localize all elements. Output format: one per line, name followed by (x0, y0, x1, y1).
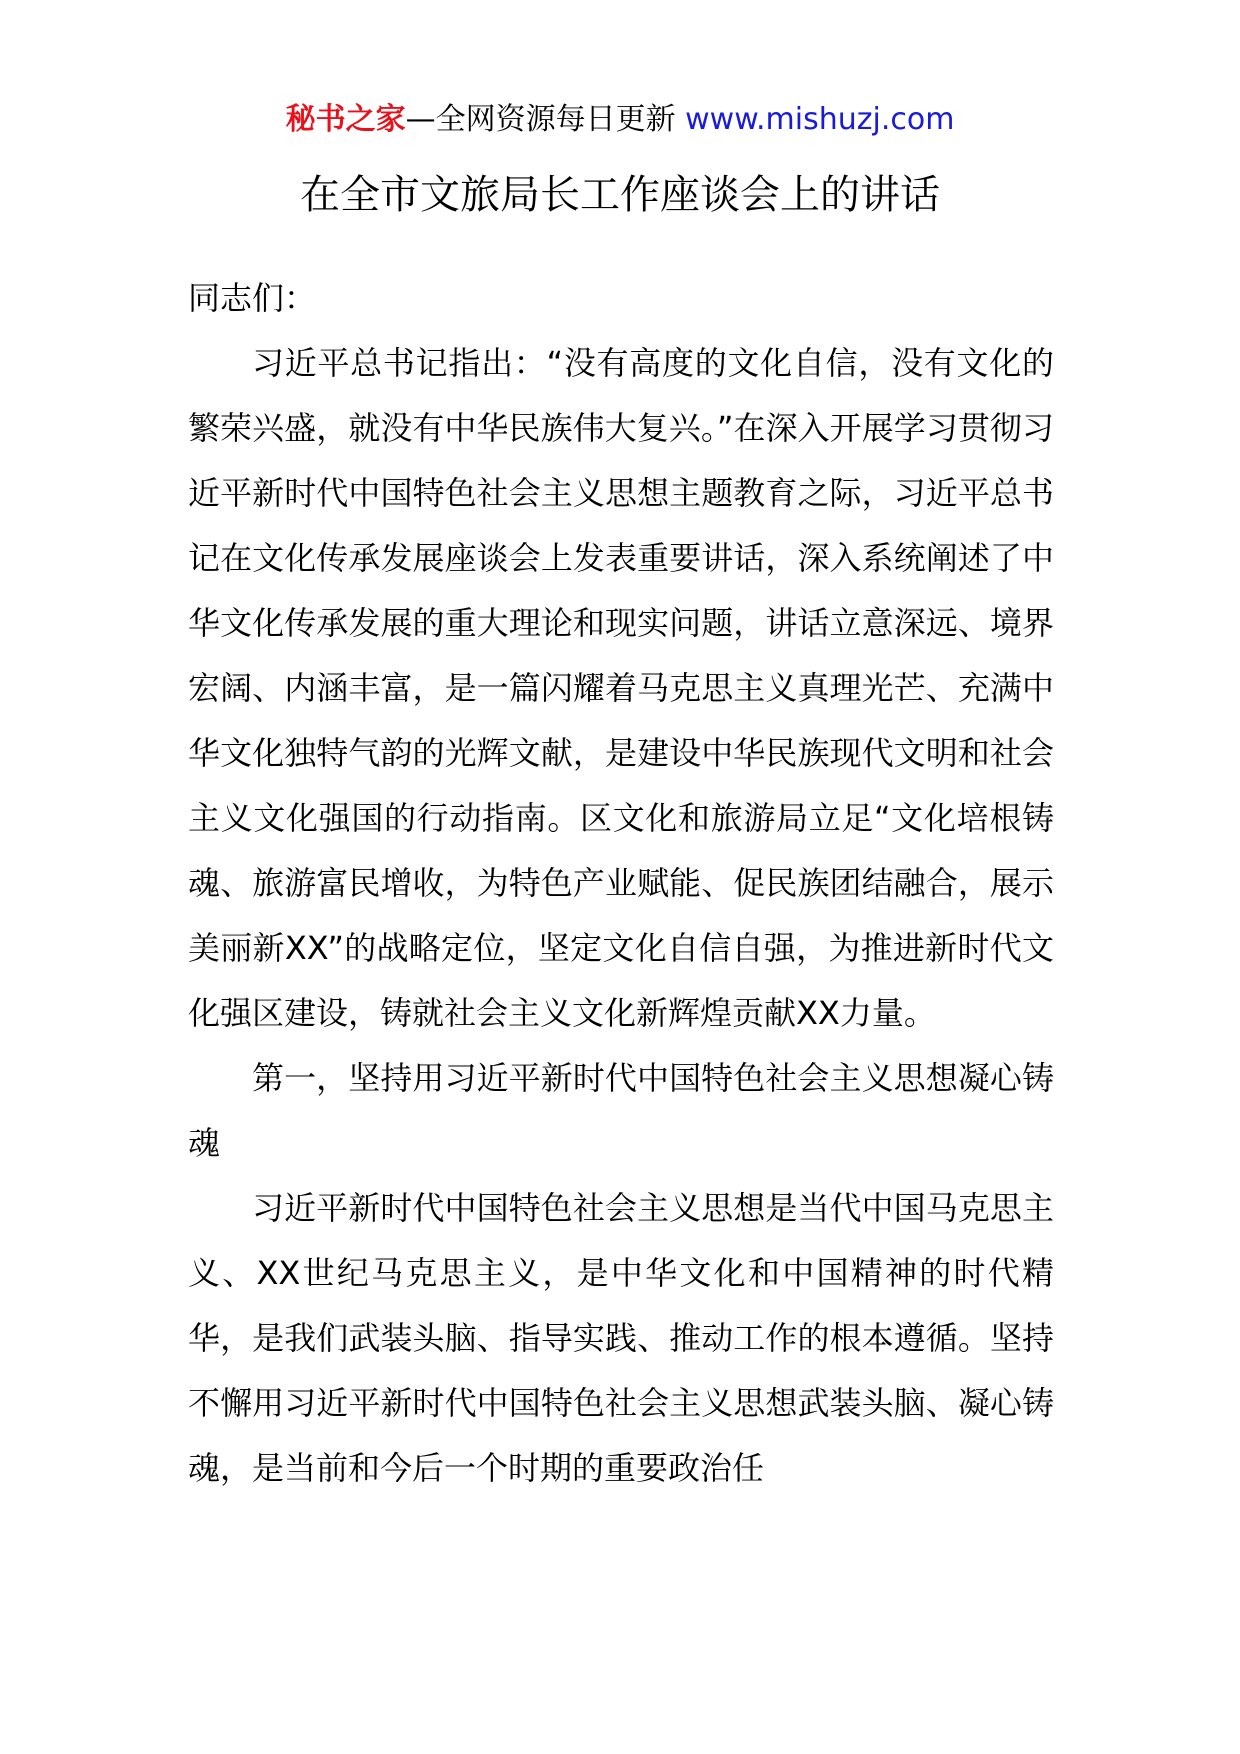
brand-name: 秘书之家 (285, 102, 406, 137)
document-body (188, 266, 1054, 1501)
watermark-header (0, 100, 1240, 140)
header-tagline: —全网资源每日更新 (405, 102, 686, 137)
salutation: 同志们： (188, 279, 317, 317)
paragraph: 习近平新时代中国特色社会主义思想是当代中国马克思主义、XX世纪马克思主义，是中华文化和中国精神的时代精华，是我们武装头脑、指导实践、推动工作的根本遵循。坚持不懈用习近平新时代中国特色社会主义思想武装头脑、凝心铸魂，是当前和今后一个时期的重要政治任 (188, 1189, 1054, 1487)
header-url: www.mishuzj.com (685, 102, 955, 137)
document-title: 在全市文旅局长工作座谈会上的讲话 (300, 172, 940, 218)
paragraph: 习近平总书记指出：“没有高度的文化自信，没有文化的繁荣兴盛，就没有中华民族伟大复兴。”在深入开展学习贯彻习近平新时代中国特色社会主义思想主题教育之际，习近平总书记在文化传承发展座谈会上发表重要讲话，深入系统阐述了中华文化传承发展的重大理论和现实问题，讲话立意深远、境界宏阔、内涵丰富，是一篇闪耀着马克思主义真理光芒、充满中华文化独特气韵的光辉文献，是建设中华民族现代文明和社会主义文化强国的行动指南。区文化和旅游局立足“文化培根铸魂、旅游富民增收，为特色产业赋能、促民族团结融合，展示美丽新XX”的战略定位，坚定文化自信自强，为推进新时代文化强区建设，铸就社会主义文化新辉煌贡献XX力量。 (188, 344, 1054, 1032)
section-heading: 第一，坚持用习近平新时代中国特色社会主义思想凝心铸魂 (188, 1059, 1054, 1162)
